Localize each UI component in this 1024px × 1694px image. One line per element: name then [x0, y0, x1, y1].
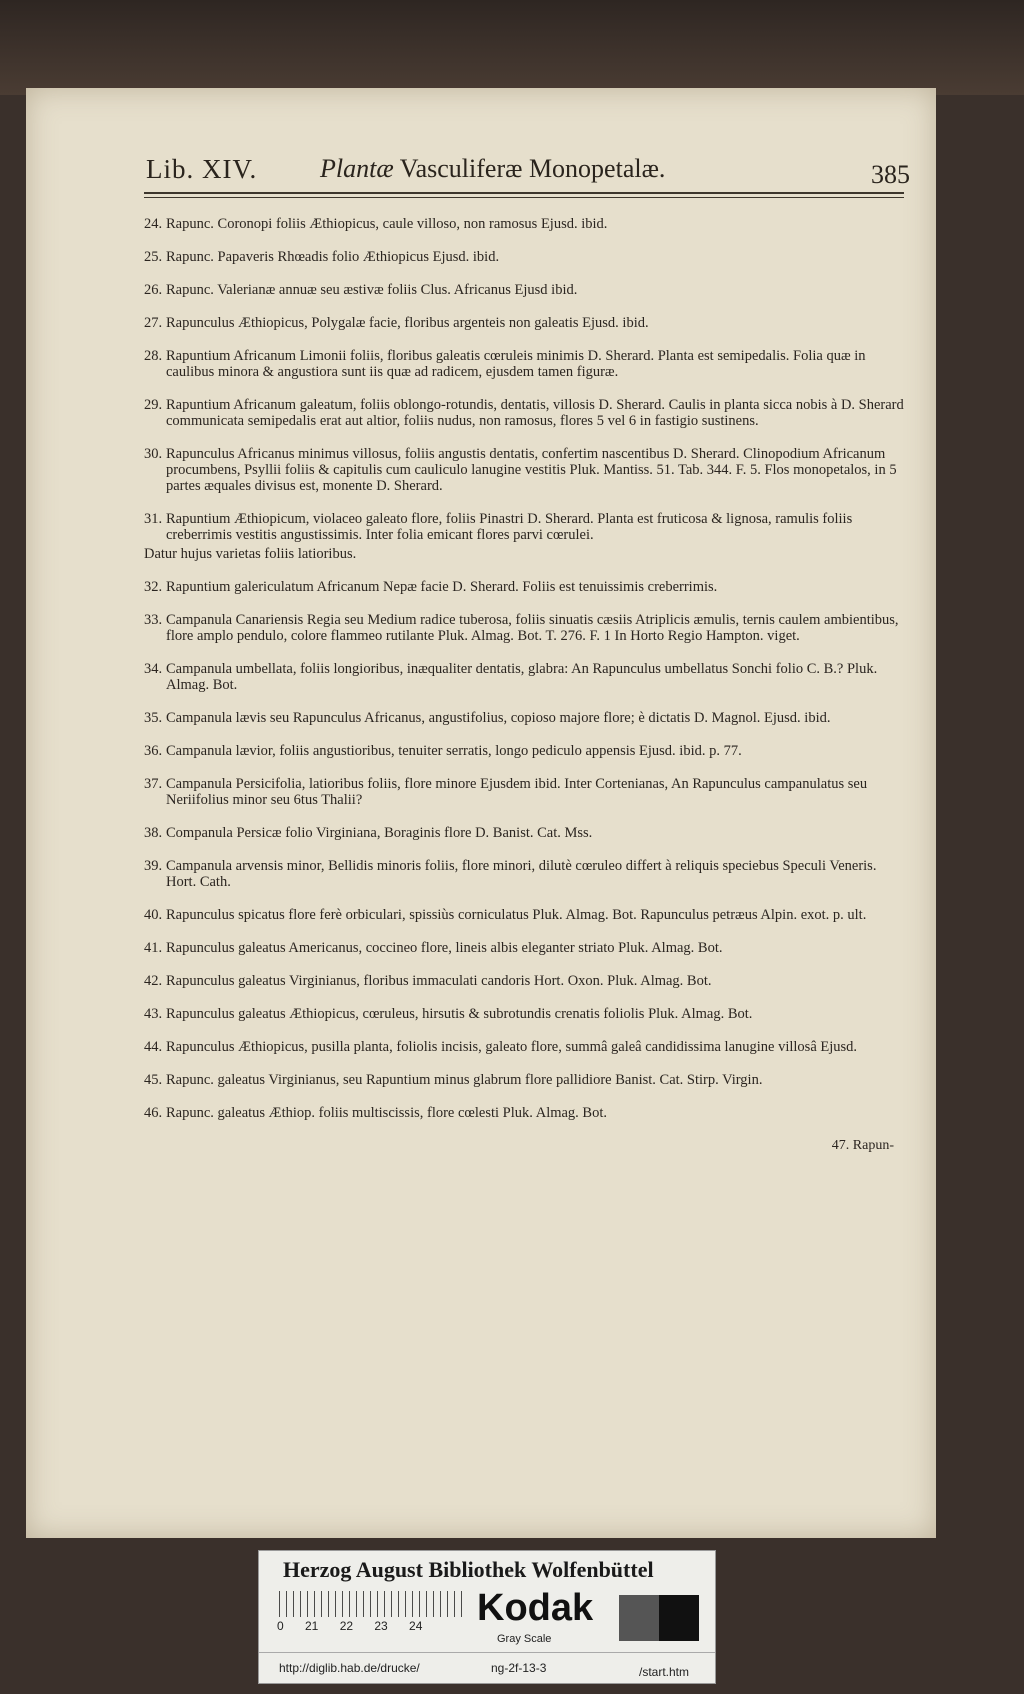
entry-text: Rapuntium galericulatum Africanum Nepæ facie D. Sherard. Foliis est tenuissimis creberrimis.	[166, 579, 718, 595]
entry-item	[144, 1006, 904, 1022]
entry-text: Rapuntium Africanum Limonii foliis, floribus galeatis cœruleis minimis D. Sherard. Planta est semipedalis. Folia quæ in caulibus minora & angustiora sunt iis quæ ad radicem, ejusdem tamen figuræ.	[166, 348, 866, 380]
entry-number: 29.	[144, 397, 163, 413]
ruler-numbers: 0 21 22 23 24	[277, 1619, 423, 1633]
gray-swatch	[619, 1595, 659, 1641]
entry-number: 34.	[144, 661, 163, 677]
background-top	[0, 0, 1024, 95]
entry-item	[144, 1105, 904, 1121]
entry-item	[144, 825, 904, 841]
entry-number: 37.	[144, 776, 163, 792]
entry-item	[144, 776, 904, 808]
entry-item	[144, 661, 904, 693]
start-link: /start.htm	[639, 1665, 690, 1679]
entry-item	[144, 446, 904, 494]
entry-text: Rapunculus Æthiopicus, pusilla planta, foliolis incisis, galeato flore, summâ galeâ candidissima lanugine villosâ Ejusd.	[166, 1039, 858, 1055]
catchword: 47. Rapun-	[831, 1138, 894, 1153]
entry-item	[144, 397, 904, 429]
ruler-scale	[279, 1591, 463, 1617]
entry-number: 41.	[144, 940, 163, 956]
entry-text: Rapunculus Africanus minimus villosus, foliis angustis dentatis, confertim nascentibus D. Sherard. Clinopodium Africanum procumbens, Psyllii foliis & capitulis cum cauliculo lanugine vestitis Pluk. Mantiss. 51. Tab. 344. F. 5. Flos monopetalos, in 5 partes æquales divisus est, monente D. Sherard.	[166, 446, 897, 494]
entry-text: Rapunculus galeatus Virginianus, floribus immaculati candoris Hort. Oxon. Pluk. Almag. Bot.	[166, 973, 712, 989]
entry-number: 31.	[144, 511, 163, 527]
entry-text: Rapunculus galeatus Æthiopicus, cœruleus, hirsutis & subrotundis crenatis foliolis Pluk. Almag. Bot.	[166, 1006, 753, 1022]
entry-text: Campanula Persicifolia, latioribus foliis, flore minore Ejusdem ibid. Inter Cortenianas, An Rapunculus campanulatus seu Neriifolius minor seu 6tus Thalii?	[166, 776, 868, 808]
entry-item	[144, 315, 904, 331]
library-url: http://diglib.hab.de/drucke/	[279, 1661, 420, 1675]
entry-number: 43.	[144, 1006, 163, 1022]
entry-number: 42.	[144, 973, 163, 989]
library-name: Herzog August Bibliothek Wolfenbüttel	[283, 1557, 654, 1582]
entry-text: Campanula Canariensis Regia seu Medium radice tuberosa, foliis sinuatis cæsiis Atriplicis æmulis, ternis caulem ambientibus, flore amplo pendulo, colore flammeo rutilante Pluk. Almag. Bot. T. 276. F. 1 In Horto Regio Hampton. viget.	[166, 612, 899, 644]
shelfmark: ng-2f-13-3	[491, 1661, 547, 1675]
entry-item	[144, 1039, 904, 1055]
entry-number: 30.	[144, 446, 163, 462]
entry-item	[144, 940, 904, 956]
entry-number: 33.	[144, 612, 163, 628]
url-bar	[259, 1652, 715, 1683]
gray-scale-label: Gray Scale	[497, 1633, 552, 1645]
entry-item	[144, 1072, 904, 1088]
entry-number: 39.	[144, 858, 163, 874]
entry-item	[144, 907, 904, 923]
entry-text: Rapuntium Africanum galeatum, foliis oblongo-rotundis, dentatis, villosis D. Sherard. Caulis in planta sicca nobis à D. Sherard communicata semipedalis erat aut altior, foliis nudus, non ramosus, flores 5 vel 6 in fastigio sustinens.	[166, 397, 904, 429]
entry-item	[144, 511, 904, 543]
entry-item	[144, 858, 904, 890]
page-content	[144, 146, 910, 1154]
entry-text: Campanula arvensis minor, Bellidis minoris foliis, flore minori, dilutè cœruleo differt à reliquis speciebus Speculi Veneris. Hort. Cath.	[166, 858, 877, 890]
entry-text: Rapuntium Æthiopicum, violaceo galeato flore, foliis Pinastri D. Sherard. Planta est fruticosa & lignosa, ramulis foliis creberrimis vestitis angustissimis. Inter folia emicant flores parvi cœrulei.	[166, 511, 853, 543]
title-rest: Vasculiferæ Monopetalæ.	[399, 154, 666, 183]
entry-text: Campanula lævior, foliis angustioribus, tenuiter serratis, longo pediculo appensis Ejusd. ibid. p. 77.	[166, 743, 742, 759]
entry-item	[144, 249, 904, 265]
entry-text: Rapunc. Papaveris Rhœadis folio Æthiopicus Ejusd. ibid.	[166, 249, 500, 265]
entry-number: 46.	[144, 1105, 163, 1121]
entry-item	[144, 579, 904, 595]
page-number: 385	[871, 160, 910, 189]
color-target	[258, 1550, 716, 1684]
entry-text: Campanula lævis seu Rapunculus Africanus, angustifolius, copioso majore flore; è dictatis D. Magnol. Ejusd. ibid.	[166, 710, 831, 726]
entry-text: Companula Persicæ folio Virginiana, Boraginis flore D. Banist. Cat. Mss.	[166, 825, 593, 841]
entry-number: 35.	[144, 710, 163, 726]
running-header	[144, 146, 910, 194]
kodak-logo: Kodak	[477, 1587, 594, 1629]
entry-text: Rapunc. galeatus Æthiop. foliis multiscissis, flore cœlesti Pluk. Almag. Bot.	[166, 1105, 608, 1121]
entry-text: Rapunc. Coronopi foliis Æthiopicus, caule villoso, non ramosus Ejusd. ibid.	[166, 216, 608, 232]
entries-list	[144, 216, 904, 1121]
entry-number: 44.	[144, 1039, 163, 1055]
entry-item	[144, 216, 904, 232]
entry-item	[144, 973, 904, 989]
entry-item	[144, 743, 904, 759]
entry-number: 45.	[144, 1072, 163, 1088]
entry-text: Rapunc. galeatus Virginianus, seu Rapuntium minus glabrum flore pallidiore Banist. Cat. Stirp. Virgin.	[166, 1072, 763, 1088]
entry-item	[144, 612, 904, 644]
entry-text: Rapunculus spicatus flore ferè orbiculari, spissiùs corniculatus Pluk. Almag. Bot. Rapunculus petræus Alpin. exot. p. ult.	[166, 907, 867, 923]
entry-number: 36.	[144, 743, 163, 759]
entry-text: Rapunc. Valerianæ annuæ seu æstivæ foliis Clus. Africanus Ejusd ibid.	[166, 282, 578, 298]
entry-number: 27.	[144, 315, 163, 331]
variety-note: Datur hujus varietas foliis latioribus.	[144, 546, 357, 562]
title-italic: Plantæ	[320, 154, 394, 183]
entry-number: 24.	[144, 216, 163, 232]
entry-text: Rapunculus Æthiopicus, Polygalæ facie, floribus argenteis non galeatis Ejusd. ibid.	[166, 315, 649, 331]
entry-number: 38.	[144, 825, 163, 841]
entry-item	[144, 282, 904, 298]
entry-number: 32.	[144, 579, 163, 595]
book-page	[26, 88, 936, 1538]
entry-number: 28.	[144, 348, 163, 364]
entry-number: 26.	[144, 282, 163, 298]
entry-text: Campanula umbellata, foliis longioribus, inæqualiter dentatis, glabra: An Rapunculus umbellatus Sonchi folio C. B.? Pluk. Almag. Bot.	[166, 661, 878, 693]
page-title	[320, 154, 665, 184]
entry-item	[144, 710, 904, 726]
book-number: Lib. XIV.	[146, 154, 258, 184]
entry-number: 40.	[144, 907, 163, 923]
entry-item	[144, 348, 904, 380]
black-swatch	[659, 1595, 699, 1641]
entry-text: Rapunculus galeatus Americanus, coccineo flore, lineis albis eleganter striato Pluk. Almag. Bot.	[166, 940, 723, 956]
entry-number: 25.	[144, 249, 163, 265]
